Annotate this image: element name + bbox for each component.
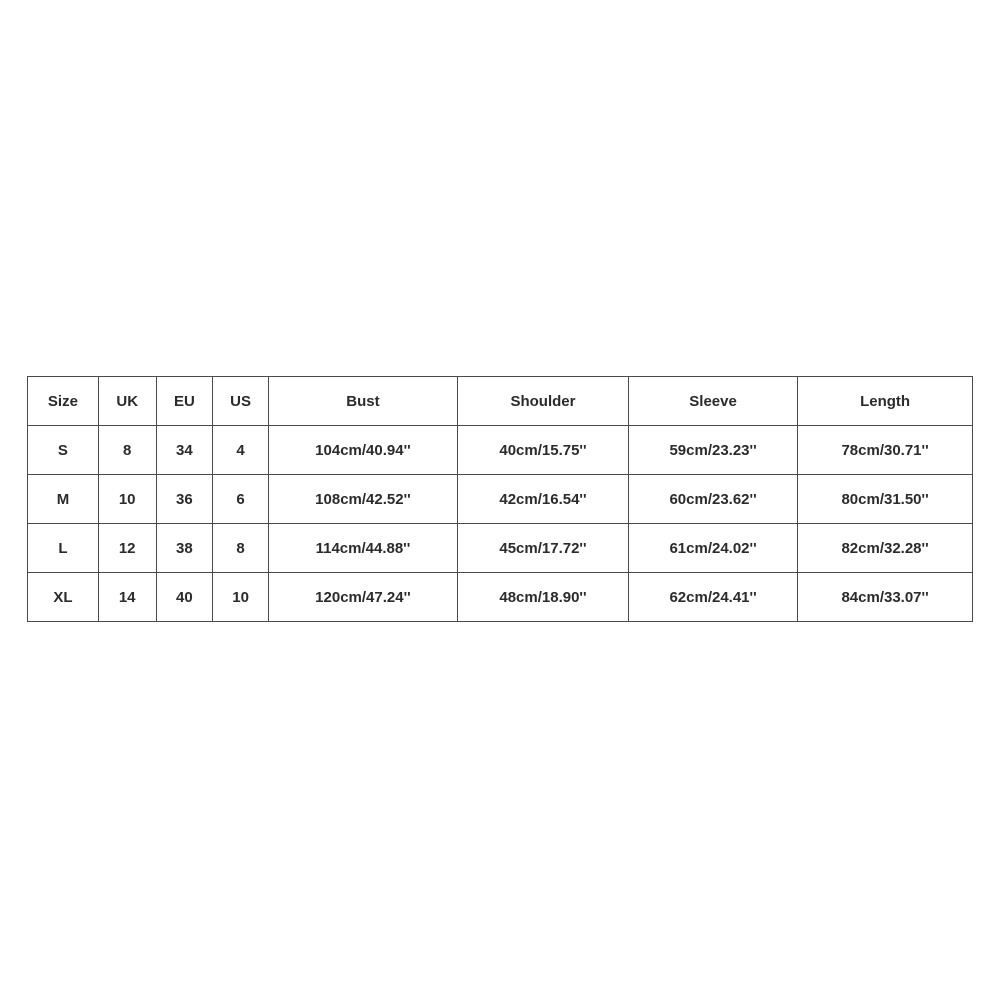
cell-bust: 108cm/42.52'' <box>268 475 457 524</box>
header-cell-bust: Bust <box>268 377 457 426</box>
cell-shoulder: 42cm/16.54'' <box>457 475 628 524</box>
cell-shoulder: 40cm/15.75'' <box>457 426 628 475</box>
cell-us: 10 <box>213 573 269 622</box>
cell-shoulder: 45cm/17.72'' <box>457 524 628 573</box>
cell-size: L <box>28 524 99 573</box>
cell-us: 6 <box>213 475 269 524</box>
cell-length: 84cm/33.07'' <box>798 573 973 622</box>
cell-uk: 8 <box>98 426 156 475</box>
cell-length: 80cm/31.50'' <box>798 475 973 524</box>
cell-size: XL <box>28 573 99 622</box>
cell-us: 8 <box>213 524 269 573</box>
table-row-l <box>28 524 973 573</box>
header-cell-us: US <box>213 377 269 426</box>
table-row-m <box>28 475 973 524</box>
cell-sleeve: 62cm/24.41'' <box>628 573 797 622</box>
cell-length: 82cm/32.28'' <box>798 524 973 573</box>
cell-eu: 34 <box>156 426 213 475</box>
cell-uk: 12 <box>98 524 156 573</box>
cell-bust: 120cm/47.24'' <box>268 573 457 622</box>
cell-us: 4 <box>213 426 269 475</box>
header-cell-eu: EU <box>156 377 213 426</box>
cell-bust: 114cm/44.88'' <box>268 524 457 573</box>
cell-size: M <box>28 475 99 524</box>
header-cell-sleeve: Sleeve <box>628 377 797 426</box>
cell-sleeve: 60cm/23.62'' <box>628 475 797 524</box>
cell-bust: 104cm/40.94'' <box>268 426 457 475</box>
cell-size: S <box>28 426 99 475</box>
header-cell-uk: UK <box>98 377 156 426</box>
header-row <box>28 377 973 426</box>
header-cell-size: Size <box>28 377 99 426</box>
cell-eu: 36 <box>156 475 213 524</box>
cell-length: 78cm/30.71'' <box>798 426 973 475</box>
table-row-s <box>28 426 973 475</box>
cell-sleeve: 59cm/23.23'' <box>628 426 797 475</box>
cell-eu: 38 <box>156 524 213 573</box>
size-chart-table <box>27 376 973 622</box>
cell-uk: 10 <box>98 475 156 524</box>
cell-sleeve: 61cm/24.02'' <box>628 524 797 573</box>
cell-uk: 14 <box>98 573 156 622</box>
cell-eu: 40 <box>156 573 213 622</box>
header-cell-shoulder: Shoulder <box>457 377 628 426</box>
table-row-xl <box>28 573 973 622</box>
cell-shoulder: 48cm/18.90'' <box>457 573 628 622</box>
header-cell-length: Length <box>798 377 973 426</box>
